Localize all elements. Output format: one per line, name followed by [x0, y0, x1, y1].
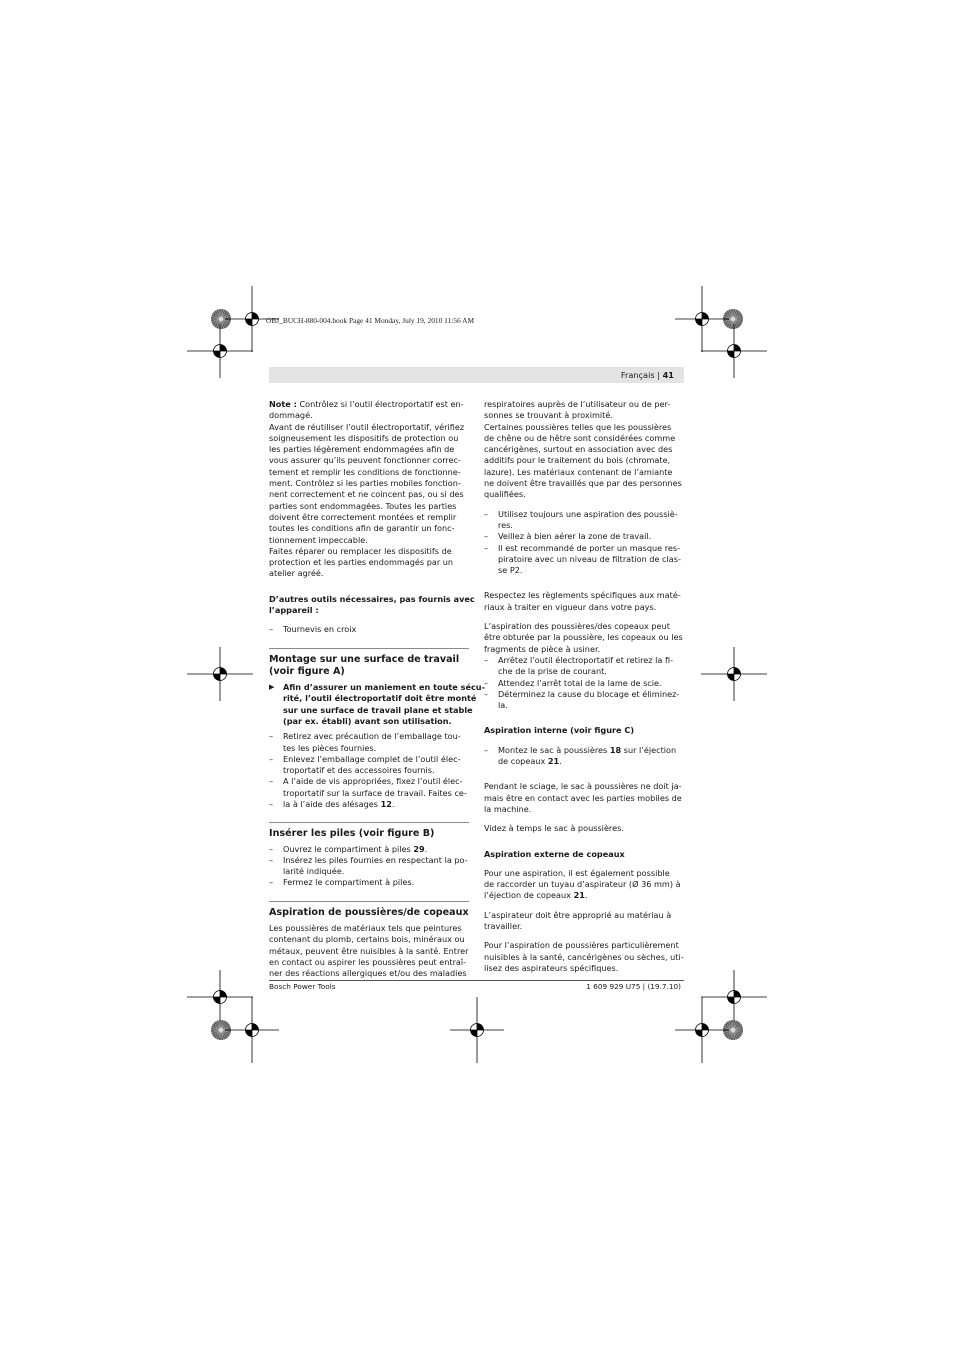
text-line: être obturée par la poussière, les copeaux ou les [484, 632, 683, 643]
text-line: respiratoires auprès de l’utilisateur ou de per- [484, 399, 671, 409]
text-line: de raccorder un tuyau d’aspirateur (Ø 36 mm) à [484, 879, 681, 890]
text-line: D’autres outils nécessaires, pas fournis avec [269, 593, 475, 604]
text-line: (voir figure A) [269, 665, 345, 677]
external-extraction-heading: Aspiration externe de copeaux [484, 848, 625, 859]
text-line: tionnement impeccable. [269, 534, 368, 545]
list-item: – la à l’aide des alésages 12. [269, 799, 395, 810]
text-line: atelier agréé. [269, 568, 324, 579]
text-line: L’aspirateur doit être approprié au matériau à [484, 909, 672, 920]
note-paragraph [269, 410, 469, 579]
text-line: métaux, peuvent être nuisibles à la santé. Entrer [269, 945, 469, 956]
text-line: lisez des aspirateurs spécifiques. [484, 962, 619, 973]
note-first-line: Note : Contrôlez si l’outil électroportatif est en- [269, 399, 464, 409]
text-line: tement et remplir les conditions de fonctionne- [269, 466, 461, 477]
warning-triangle-icon: ▶ [269, 683, 275, 692]
text-line: rité, l’outil électroportatif doit être monté [283, 693, 477, 704]
text-line: ne doivent être travaillés que par des personnes [484, 478, 682, 489]
empty-bag-text: Videz à temps le sac à poussières. [484, 823, 624, 834]
text-line: soigneusement les dispositifs de protection ou [269, 432, 459, 443]
list-item: – Veillez à bien aérer la zone de travail. [484, 531, 652, 542]
list-item: – Utilisez toujours une aspiration des poussiè- res. [484, 508, 678, 530]
list-item: – Enlevez l’emballage complet de l’outil élec- troportatif et des accessoires fournis. [269, 753, 461, 776]
clogging-paragraph [484, 621, 684, 655]
text-line: dommagé. [269, 410, 313, 421]
text-line: travailler. [484, 920, 523, 931]
section-c-title: Aspiration de poussières/de copeaux [269, 906, 469, 918]
text-line: mais être en contact avec les parties mobiles de [484, 792, 682, 803]
text-line: nent correctement et ne coincent pas, ou si des [269, 489, 464, 500]
footer-docnumber: 1 609 929 U75 | (19.7.10) [586, 982, 681, 991]
header-text [621, 370, 674, 380]
text-line: Pour l’aspiration de poussières particulièrement [484, 940, 679, 951]
running-header [269, 367, 684, 383]
safety-warning [269, 682, 485, 727]
list-item: – Montez le sac à poussières 18 sur l’éjection de copeaux 21. [484, 744, 677, 767]
text-line: Les poussières de matériaux tels que peintures [269, 922, 462, 933]
text-line: nuisibles à la santé, cancérigènes ou sèches, uti- [484, 951, 684, 962]
sawing-paragraph [484, 781, 684, 815]
text-line: Pour une aspiration, il est également possible [484, 867, 670, 878]
tools-list [269, 624, 469, 635]
text-line: cancérigènes, surtout en association avec des [484, 444, 673, 455]
text-line: lazure). Les matériaux contenant de l’amiante [484, 466, 673, 477]
list-item: – Tournevis en croix [269, 624, 357, 635]
registration-crosshair-icon [701, 324, 767, 378]
text-line: protection et les parties endommagés par un [269, 557, 454, 568]
footer-rule [269, 980, 684, 981]
internal-extraction-heading: Aspiration interne (voir figure C) [484, 725, 635, 736]
text-line: toutes les conditions afin de garantir un fonc- [269, 523, 455, 534]
list-item: – Ouvrez le compartiment à piles 29. [269, 843, 428, 854]
text-line: vous assurer qu’ils peuvent fonctionner correc- [269, 455, 461, 466]
text-line: L’aspiration des poussières/des copeaux peut [484, 621, 670, 632]
external-extraction-paragraph [484, 868, 684, 891]
text-line: (par ex. établi) avant son utilisation. [283, 715, 452, 726]
section-rule [269, 901, 469, 902]
text-line: Faites réparer ou remplacer les dispositifs de [269, 545, 452, 556]
text-line: qualifiées. [484, 489, 526, 500]
section-rule [269, 822, 469, 823]
list-item: – Insérez les piles fournies en respectant la po- larité indiquée. [269, 854, 468, 877]
text-line: Pendant le sciage, le sac à poussières ne doit ja- [484, 781, 682, 792]
registration-crosshair-icon [187, 324, 253, 378]
list-item: – A l’aide de vis appropriées, fixez l’outil élec- troportatif sur la surface de travail. Faites ce- [269, 776, 467, 798]
section-a-list [269, 731, 469, 799]
text-line: Afin d’assurer un maniement en toute sécu- [283, 682, 485, 693]
section-c-paragraph [269, 923, 469, 979]
text-line: ment. Contrôlez si les parties mobiles fonction- [269, 478, 461, 489]
page-number: 41 [662, 370, 674, 380]
footer-brand: Bosch Power Tools [269, 982, 336, 991]
text-line: Respectez les règlements spécifiques aux maté- [484, 590, 681, 601]
regulations-paragraph [484, 590, 684, 613]
note-label: Note : [269, 399, 297, 409]
header-language: Français [620, 370, 655, 380]
text-line: Certaines poussières telles que les poussières [484, 421, 672, 432]
clogging-list [484, 655, 684, 711]
registration-crosshair-icon [675, 997, 729, 1063]
list-item: – Arrêtez l’outil électroportatif et retirez la fi- che de la prise de courant. [484, 654, 673, 677]
text-line: en contact ou aspirer les poussières peut entraî- [269, 956, 467, 967]
right-column [484, 399, 684, 974]
text-line: sur une surface de travail plane et stable [283, 704, 473, 715]
section-b-title: Insérer les piles (voir figure B) [269, 828, 435, 840]
tools-heading [269, 593, 475, 617]
list-item: – Attendez l’arrêt total de la lame de scie. [484, 677, 662, 688]
text-line: sonnes se trouvant à proximité. [484, 410, 613, 421]
text-line: l’appareil : [269, 605, 319, 616]
dust-health-paragraph [484, 399, 684, 501]
registration-crosshair-icon [187, 647, 253, 701]
section-rule [269, 648, 469, 649]
registration-crosshair-icon [450, 997, 504, 1063]
list-item: – Retirez avec précaution de l’emballage tou- tes les pièces fournies. [269, 731, 461, 753]
text-line: additifs pour le traitement du bois (chromate, [484, 455, 671, 466]
header-separator: | [657, 370, 660, 380]
list-item: – Fermez le compartiment à piles. [269, 877, 415, 888]
text-line: les parties légèrement endommagées afin de [269, 444, 455, 455]
text-line: contenant du plomb, certains bois, minéraux ou [269, 934, 465, 945]
text-line: riaux à traiter en vigueur dans votre pays. [484, 601, 657, 612]
section-a-title [269, 654, 469, 678]
left-column [269, 399, 485, 979]
text-line: la machine. [484, 803, 532, 814]
text-line: Montage sur une surface de travail [269, 653, 460, 665]
list-item: – Déterminez la cause du blocage et éliminez- la. [484, 688, 680, 711]
dust-precautions-list [484, 509, 684, 577]
registration-crosshair-icon [225, 997, 279, 1063]
vacuum-paragraph [484, 910, 684, 933]
text-line: de chêne ou de hêtre sont considérées comme [484, 432, 676, 443]
file-slug: OBJ_BUCH-880-004.book Page 41 Monday, July 19, 2010 11:56 AM [266, 316, 475, 325]
text-line: fragments de pièce à usiner. [484, 643, 601, 654]
text-line: l’éjection de copeaux 21. [484, 890, 588, 901]
text-line: ner des réactions allergiques et/ou des maladies [269, 968, 467, 979]
text-line: doivent être correctement montées et remplir [269, 511, 457, 522]
text-line: Avant de réutiliser l’outil électroportatif, vérifiez [269, 421, 465, 432]
registration-crosshair-icon [701, 647, 767, 701]
text-line: parties sont endommagées. Toutes les parties [269, 500, 457, 511]
special-vacuum-paragraph [484, 940, 684, 974]
list-item: – Il est recommandé de porter un masque res- piratoire avec un niveau de filtration de clas- se P2. [484, 542, 681, 576]
